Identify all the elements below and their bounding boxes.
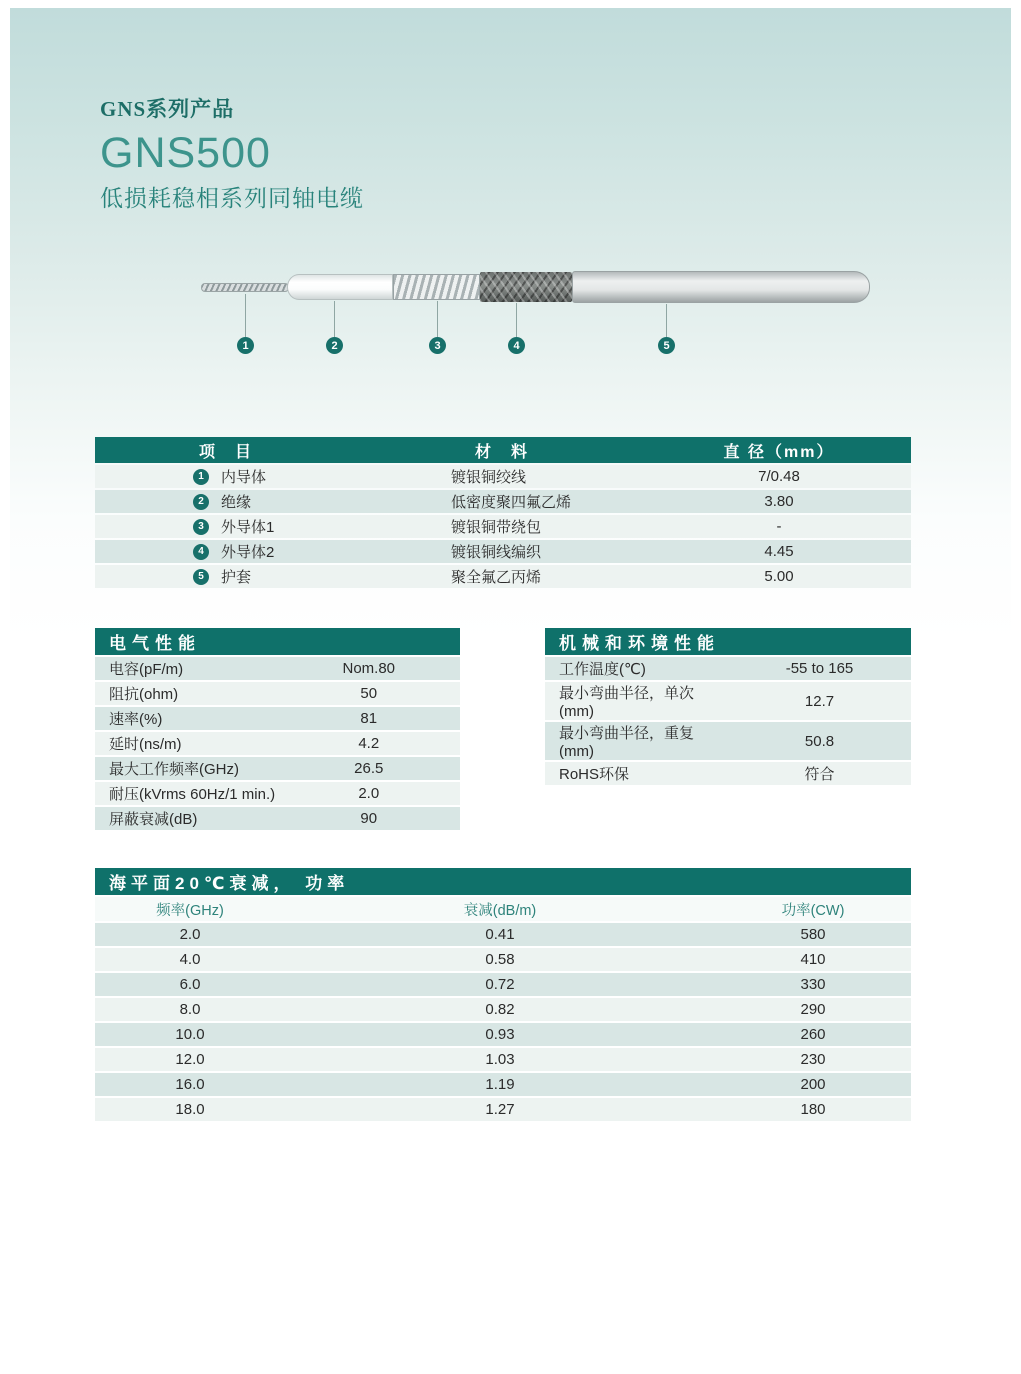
item-material: 聚全氟乙丙烯 <box>451 569 542 586</box>
frequency-value: 16.0 <box>175 1076 205 1093</box>
spec-label: 最大工作频率(GHz) <box>109 761 239 778</box>
row-number-badge: 4 <box>193 544 209 560</box>
row-number-badge: 5 <box>193 569 209 585</box>
column-header-attenuation: 衰减(dB/m) <box>285 897 715 921</box>
leader-line-3 <box>437 301 438 337</box>
spec-label: 工作温度(℃) <box>559 661 646 678</box>
item-diameter: 4.45 <box>764 543 794 560</box>
power-value: 200 <box>800 1076 826 1093</box>
frequency-value: 4.0 <box>179 951 201 968</box>
attenuation-header-row <box>95 897 911 921</box>
attenuation-value: 1.19 <box>485 1076 515 1093</box>
materials-table <box>95 435 911 590</box>
spec-value: 26.5 <box>354 760 384 777</box>
leader-line-4 <box>516 303 517 337</box>
item-material: 低密度聚四氟乙烯 <box>451 494 572 511</box>
frequency-value: 8.0 <box>179 1001 201 1018</box>
power-value: 180 <box>800 1101 826 1118</box>
page-header <box>100 93 364 213</box>
table-row <box>95 1098 911 1121</box>
attenuation-table-title: 海平面20℃衰减， 功率 <box>95 868 911 895</box>
row-number-badge: 1 <box>193 469 209 485</box>
product-subtitle: 低损耗稳相系列同轴电缆 <box>100 185 364 212</box>
attenuation-value: 0.93 <box>485 1026 515 1043</box>
series-label: GNS系列产品 <box>100 97 235 121</box>
table-row <box>545 762 911 785</box>
power-value: 260 <box>800 1026 826 1043</box>
item-name: 内导体 <box>221 469 267 486</box>
spec-label: 速率(%) <box>109 711 163 728</box>
power-value: 230 <box>800 1051 826 1068</box>
table-row <box>95 757 460 780</box>
table-row <box>95 540 911 563</box>
attenuation-value: 1.03 <box>485 1051 515 1068</box>
leader-line-1 <box>245 294 246 337</box>
table-row <box>95 515 911 538</box>
spec-label: 电容(pF/m) <box>109 661 184 678</box>
power-value: 290 <box>800 1001 826 1018</box>
table-row <box>545 682 911 720</box>
table-row <box>95 923 911 946</box>
frequency-value: 2.0 <box>179 926 201 943</box>
table-row <box>95 465 911 488</box>
leader-line-5 <box>666 304 667 337</box>
item-name: 护套 <box>221 569 252 586</box>
frequency-value: 6.0 <box>179 976 201 993</box>
item-name: 绝缘 <box>221 494 252 511</box>
electrical-table-title: 电气性能 <box>95 628 460 655</box>
mechanical-environmental-table <box>545 626 911 787</box>
item-material: 镀银铜带绕包 <box>451 519 542 536</box>
spec-value: 50 <box>360 685 378 702</box>
spec-label: 延时(ns/m) <box>109 736 182 753</box>
spec-value: 4.2 <box>358 735 380 752</box>
item-material: 镀银铜绞线 <box>451 469 527 486</box>
callout-number-3: 3 <box>429 337 446 354</box>
table-row <box>95 1073 911 1096</box>
table-row <box>95 1048 911 1071</box>
frequency-value: 10.0 <box>175 1026 205 1043</box>
attenuation-power-table <box>95 895 911 1123</box>
materials-header-item: 项 目 <box>95 437 357 463</box>
table-row <box>545 657 911 680</box>
inner-conductor-segment <box>201 283 289 292</box>
spec-label: 阻抗(ohm) <box>109 686 179 703</box>
item-diameter: 3.80 <box>764 493 794 510</box>
column-header-power: 功率(CW) <box>715 897 911 921</box>
attenuation-value: 0.72 <box>485 976 515 993</box>
table-row <box>95 565 911 588</box>
row-number-badge: 3 <box>193 519 209 535</box>
materials-header-material: 材 料 <box>357 437 647 463</box>
spec-value: 90 <box>360 810 378 827</box>
row-number-badge: 2 <box>193 494 209 510</box>
frequency-value: 18.0 <box>175 1101 205 1118</box>
callout-number-5: 5 <box>658 337 675 354</box>
item-diameter: 5.00 <box>764 568 794 585</box>
table-row <box>95 490 911 513</box>
frequency-value: 12.0 <box>175 1051 205 1068</box>
attenuation-value: 1.27 <box>485 1101 515 1118</box>
spec-value: 50.8 <box>804 732 835 750</box>
power-value: 410 <box>800 951 826 968</box>
item-diameter: 7/0.48 <box>758 468 800 485</box>
product-model-title: GNS500 <box>100 129 271 177</box>
electrical-performance-table <box>95 626 460 832</box>
table-row <box>95 807 460 830</box>
dielectric-segment <box>287 274 393 300</box>
power-value: 580 <box>800 926 826 943</box>
table-row <box>95 657 460 680</box>
leader-line-2 <box>334 301 335 337</box>
spec-label: RoHS环保 <box>559 766 630 783</box>
table-row <box>95 682 460 705</box>
spec-value: 12.7 <box>804 692 835 710</box>
table-row <box>95 707 460 730</box>
item-diameter: - <box>776 518 782 535</box>
mechanical-table-title: 机械和环境性能 <box>545 628 911 655</box>
table-row <box>95 948 911 971</box>
spec-label: 屏蔽衰减(dB) <box>109 811 198 828</box>
table-row <box>95 732 460 755</box>
tape-wrap-segment <box>393 274 480 300</box>
cable-structure-diagram <box>95 253 925 363</box>
spec-value: Nom.80 <box>342 660 396 677</box>
spec-value: -55 to 165 <box>785 660 854 677</box>
table-row <box>95 782 460 805</box>
column-header-frequency: 频率(GHz) <box>95 897 285 921</box>
attenuation-value: 0.58 <box>485 951 515 968</box>
callout-number-1: 1 <box>237 337 254 354</box>
callout-number-2: 2 <box>326 337 343 354</box>
spec-label: 耐压(kVrms 60Hz/1 min.) <box>109 786 276 803</box>
attenuation-value: 0.82 <box>485 1001 515 1018</box>
table-row <box>95 998 911 1021</box>
spec-value: 2.0 <box>358 785 380 802</box>
table-row <box>545 722 911 760</box>
table-row <box>95 973 911 996</box>
table-row <box>95 1023 911 1046</box>
outer-jacket-segment <box>572 271 870 303</box>
spec-label: 最小弯曲半径，单次(mm) <box>559 685 695 720</box>
attenuation-value: 0.41 <box>485 926 515 943</box>
power-value: 330 <box>800 976 826 993</box>
spec-label: 最小弯曲半径，重复(mm) <box>559 725 695 760</box>
materials-header-diameter: 直 径（mm） <box>647 437 911 463</box>
item-name: 外导体1 <box>221 519 275 536</box>
spec-value: 81 <box>360 710 378 727</box>
item-material: 镀银铜线编织 <box>451 544 542 561</box>
item-name: 外导体2 <box>221 544 275 561</box>
spec-value: 符合 <box>804 766 835 783</box>
callout-number-4: 4 <box>508 337 525 354</box>
materials-header-row <box>95 437 911 463</box>
braid-shield-segment <box>480 272 572 302</box>
